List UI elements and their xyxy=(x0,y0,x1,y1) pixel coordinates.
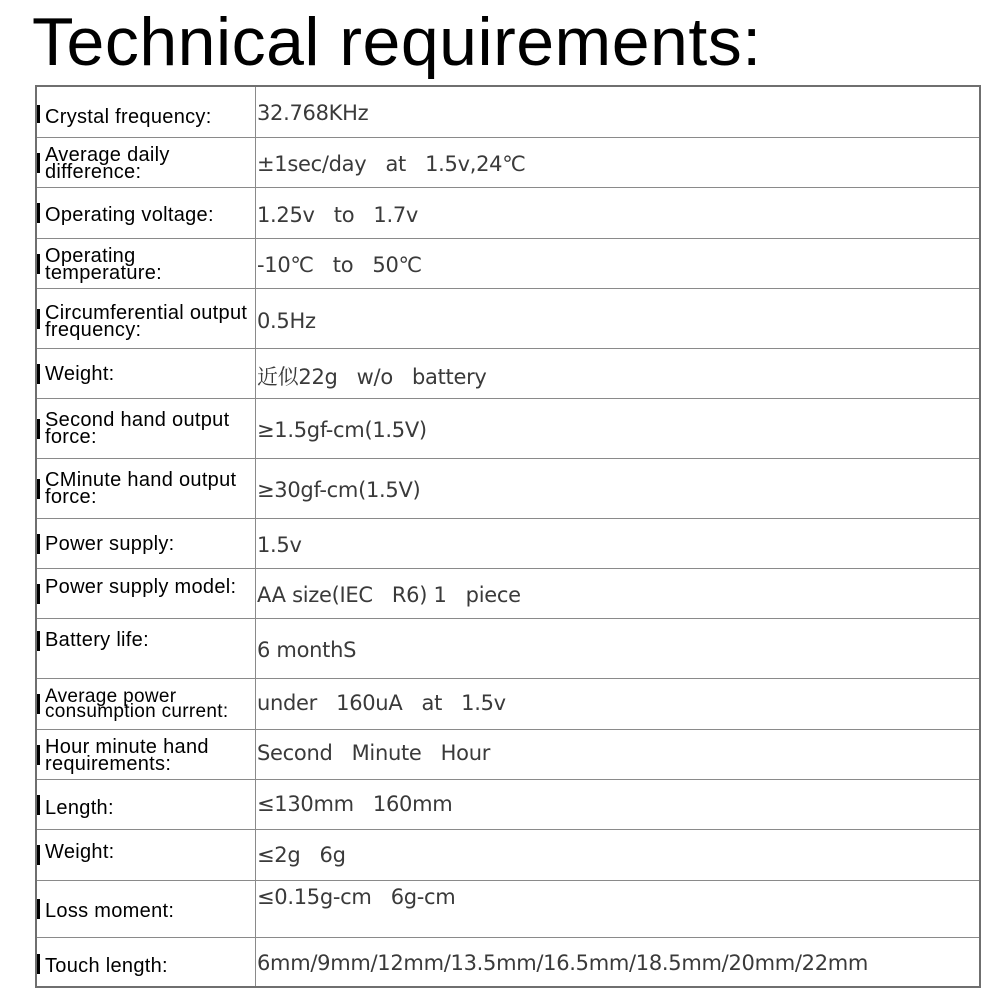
row-marker xyxy=(37,954,40,974)
row-label: Hour minute hand requirements: xyxy=(45,736,209,775)
row-value: ≤2g 6g xyxy=(257,843,346,867)
table-row xyxy=(37,398,979,459)
row-marker xyxy=(37,745,40,765)
table-row xyxy=(37,829,979,881)
row-marker xyxy=(37,254,40,274)
row-label: Average power consumption current: xyxy=(45,686,229,722)
table-row xyxy=(37,880,979,938)
row-value: 1.25v to 1.7v xyxy=(257,203,419,227)
table-row xyxy=(37,458,979,519)
row-label: Length: xyxy=(45,797,114,819)
row-marker xyxy=(37,795,40,815)
row-marker xyxy=(37,419,40,439)
row-marker xyxy=(37,479,40,499)
row-value: 32.768KHz xyxy=(257,101,369,125)
row-value: AA size(IEC R6) 1 piece xyxy=(257,583,521,607)
table-row xyxy=(37,348,979,399)
row-marker xyxy=(37,309,40,329)
row-value: Second Minute Hour xyxy=(257,741,491,765)
row-value: 6 monthS xyxy=(257,638,357,662)
row-label: CMinute hand output force: xyxy=(45,469,237,508)
row-marker xyxy=(37,845,40,865)
row-marker xyxy=(37,203,40,223)
row-label: Average daily difference: xyxy=(45,144,170,183)
row-label: Power supply model: xyxy=(45,576,237,598)
table-row xyxy=(37,288,979,349)
row-value: ≤0.15g-cm 6g-cm xyxy=(257,885,456,909)
row-value: 近似22g w/o battery xyxy=(257,365,487,389)
row-value: 1.5v xyxy=(257,533,302,557)
row-value: under 160uA at 1.5v xyxy=(257,691,506,715)
row-marker xyxy=(37,631,40,651)
row-marker xyxy=(37,153,40,173)
row-marker xyxy=(37,534,40,554)
row-label: Crystal frequency: xyxy=(45,106,212,128)
row-label: Loss moment: xyxy=(45,900,175,922)
table-row xyxy=(37,187,979,239)
row-marker xyxy=(37,364,40,384)
row-label: Circumferential output frequency: xyxy=(45,302,248,341)
row-value: 0.5Hz xyxy=(257,309,316,333)
table-row xyxy=(37,87,979,137)
table-row xyxy=(37,518,979,569)
row-marker xyxy=(37,584,40,604)
row-value: ≥1.5gf-cm(1.5V) xyxy=(257,418,427,442)
row-value: 6mm/9mm/12mm/13.5mm/16.5mm/18.5mm/20mm/22mm xyxy=(257,951,869,975)
row-label: Second hand output force: xyxy=(45,409,230,448)
row-label: Touch length: xyxy=(45,955,168,977)
table-row xyxy=(37,729,979,780)
row-value: -10℃ to 50℃ xyxy=(257,253,422,277)
row-label: Weight: xyxy=(45,841,115,863)
table-row xyxy=(37,618,979,679)
row-label: Battery life: xyxy=(45,629,149,651)
table-row xyxy=(37,238,979,289)
row-label: Operating temperature: xyxy=(45,245,162,284)
row-value: ±1sec/day at 1.5v,24℃ xyxy=(257,152,526,176)
row-label: Operating voltage: xyxy=(45,204,214,226)
row-label: Power supply: xyxy=(45,533,175,555)
table-row xyxy=(37,779,979,830)
row-value: ≥30gf-cm(1.5V) xyxy=(257,478,421,502)
table-row xyxy=(37,137,979,188)
row-value: ≤130mm 160mm xyxy=(257,792,453,816)
table-row xyxy=(37,568,979,619)
row-label: Weight: xyxy=(45,363,115,385)
page-title: Technical requirements: xyxy=(32,4,762,80)
row-marker xyxy=(37,899,40,919)
row-marker xyxy=(37,105,40,123)
table-row xyxy=(37,937,979,989)
spec-table xyxy=(35,85,981,988)
row-marker xyxy=(37,694,40,714)
table-row xyxy=(37,678,979,730)
